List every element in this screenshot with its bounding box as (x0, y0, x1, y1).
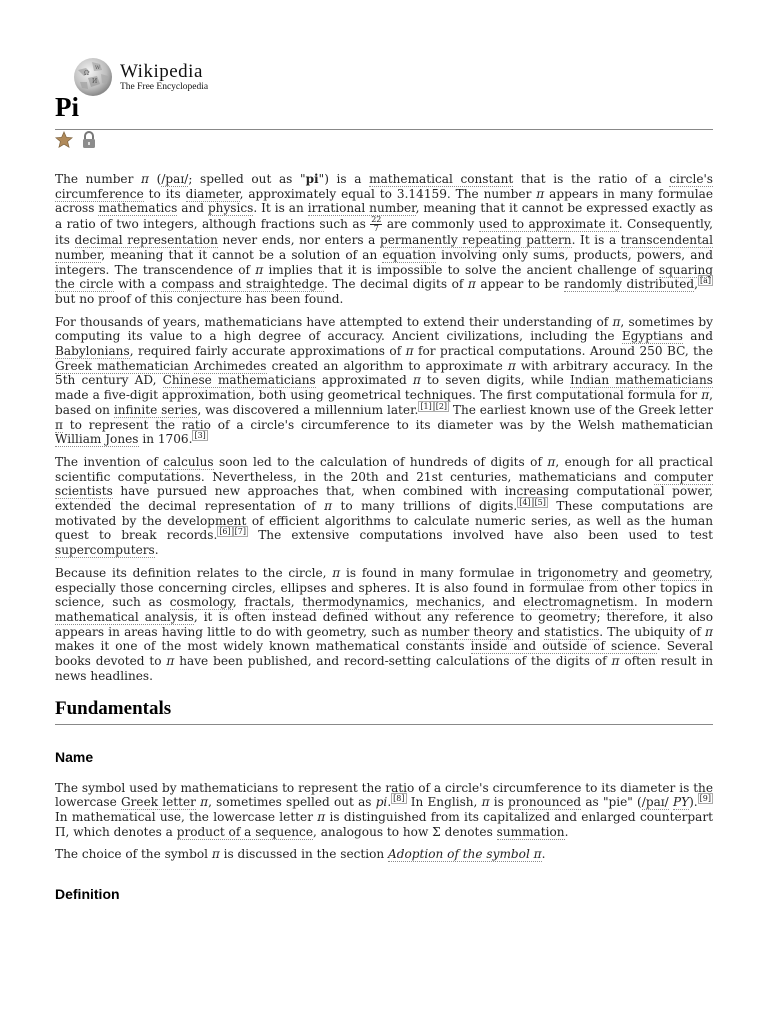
link-infinite-series[interactable]: infinite series (113, 402, 198, 417)
text: ). (689, 795, 698, 810)
text: denotes (440, 824, 497, 839)
svg-text:W: W (95, 65, 101, 71)
link-approximations[interactable]: used to approximate it (478, 217, 619, 232)
link-squaring-the-circle[interactable]: squaring the circle (55, 262, 713, 292)
link-mechanics[interactable]: mechanics (416, 595, 482, 610)
text: soon led to the calculation of hundreds of digits of (213, 454, 548, 469)
link-supercomputers[interactable]: supercomputers (55, 543, 155, 558)
intro-paragraph-4 (55, 566, 713, 684)
text: , sometimes by computing its value to a high degree of accuracy. Ancient civilizations, including the (55, 314, 713, 344)
article-body (55, 172, 713, 918)
link-computer-scientists[interactable]: computer scientists (55, 469, 713, 499)
link-transcendental-number[interactable]: transcendental number (55, 233, 713, 262)
pi-symbol: π (317, 809, 326, 824)
text: made a five-digit approximation, both using geometrical techniques. The first computational formula for (55, 388, 702, 403)
lock-icon[interactable] (81, 131, 97, 149)
pi-symbol: π (141, 172, 149, 186)
text: that is the ratio of a (513, 172, 670, 186)
text: implies that it is impossible to solve the ancient challenge of (263, 262, 659, 277)
link-circle[interactable]: circle's (669, 172, 714, 186)
footnote-ref[interactable]: [2] (435, 401, 448, 411)
link-physics[interactable]: physics (207, 201, 254, 216)
text: appear to be (475, 277, 564, 292)
pi-symbol: π (507, 358, 516, 373)
footnote-ref[interactable]: [a] (699, 276, 711, 286)
text: , sometimes spelled out as (208, 795, 376, 810)
link-fractals[interactable]: fractals (244, 595, 291, 610)
text: . (564, 824, 569, 839)
footnote-ref[interactable]: [7] (234, 527, 246, 537)
pi-symbol: π (255, 262, 264, 277)
pi-word: pi (375, 795, 388, 810)
text: . The ubiquity of (599, 624, 706, 639)
svg-text:Ω: Ω (84, 70, 89, 77)
text: . In modern (633, 595, 713, 610)
footnote-ref[interactable]: [4] (519, 498, 531, 508)
link-summation[interactable]: summation (496, 824, 565, 839)
text: is discussed in the section (219, 847, 389, 862)
text: and (513, 624, 545, 639)
text: appears in many formulae across (55, 186, 714, 216)
text: , and (481, 595, 524, 610)
text: The number (55, 172, 142, 186)
text: . (387, 795, 392, 810)
link-mathematical-analysis[interactable]: mathematical analysis (55, 609, 194, 624)
link-pi-letter[interactable]: π (55, 417, 63, 432)
text: and (618, 565, 653, 580)
star-icon[interactable] (55, 131, 73, 149)
fraction-22-7 (370, 216, 382, 233)
text: The invention of (55, 454, 164, 469)
text: , it is often instead defined without any reference to geometry; therefore, it also appears in areas having little to do with geometry, such as (55, 609, 713, 639)
link-chinese-mathematicians[interactable]: Chinese mathematicians (162, 373, 316, 388)
text: , which denotes a (65, 824, 177, 839)
text: In English, (406, 795, 482, 810)
footnote-ref[interactable]: [6] (219, 527, 231, 537)
text: The earliest known use of the Greek letter (449, 402, 713, 417)
text: is found in many formulae in (340, 565, 538, 580)
respelling-link[interactable]: PY (672, 795, 690, 810)
link-trigonometry[interactable]: trigonometry (537, 565, 619, 580)
text: with a (113, 277, 162, 292)
text: as "pie" ( (581, 795, 642, 810)
sigma-symbol: Σ (432, 824, 441, 839)
wordmark-tagline: The Free Encyclopedia (120, 81, 209, 92)
fraction-denominator: 7 (373, 224, 379, 234)
section-heading-fundamentals: Fundamentals (55, 698, 713, 725)
footnote-ref[interactable]: [3] (194, 431, 206, 441)
svg-text:И: И (92, 78, 98, 85)
text: , enough for all practical scientific computations. Nevertheless, in the 20th and 21st centuries, mathematicians and (55, 454, 713, 484)
pi-symbol: π (701, 388, 710, 403)
text: and (177, 201, 208, 216)
text: is distinguished from its capitalized and enlarged counterpart (325, 809, 713, 824)
text: in 1706. (138, 432, 193, 447)
link-william-jones[interactable]: William Jones (55, 432, 139, 447)
text: The choice of the symbol (55, 847, 212, 862)
footnote-ref[interactable]: [5] (534, 498, 546, 508)
link-diameter[interactable]: diameter (185, 186, 240, 201)
link-egyptians[interactable]: Egyptians (621, 329, 683, 344)
name-paragraph-2 (55, 847, 713, 862)
link-mathematics[interactable]: mathematics (98, 201, 178, 216)
text: Because its definition relates to the circle, (55, 565, 333, 580)
text: makes it one of the most widely known mathematical constants (55, 639, 471, 654)
text: , was discovered a millennium later. (197, 402, 419, 417)
text: but no proof of this conjecture has been found. (55, 291, 344, 306)
pi-symbol: π (612, 314, 621, 329)
link-pi-in-popular-culture[interactable]: inside and outside of science (470, 639, 657, 654)
text: . (541, 847, 546, 862)
intro-paragraph-1 (55, 172, 713, 307)
text: For thousands of years, mathematicians have attempted to extend their understanding of (55, 314, 613, 329)
text: , (694, 277, 698, 292)
text: . It is an (253, 201, 308, 216)
text: have been published, and record-setting calculations of the digits of (174, 654, 612, 669)
text: are commonly (382, 217, 479, 232)
link-cosmology[interactable]: cosmology (169, 595, 233, 610)
pi-symbol: π (200, 795, 209, 810)
pi-symbol: π (705, 624, 713, 639)
text: , based on (55, 388, 713, 417)
wordmark-title: Wikipedia (120, 60, 203, 82)
pi-symbol: π (405, 344, 414, 359)
link-circumference[interactable]: circumference (55, 186, 144, 201)
wikipedia-logo[interactable] (70, 56, 208, 98)
link-pronounced[interactable]: pronounced (508, 795, 582, 810)
text: , (232, 595, 245, 610)
text: ; spelled out as " (188, 172, 306, 186)
footnote-ref[interactable]: [8] (393, 794, 405, 804)
text: is (489, 795, 509, 810)
link-indian-mathematicians[interactable]: Indian mathematicians (569, 373, 713, 388)
text: and (682, 329, 713, 344)
link-greek-mathematician[interactable]: Greek mathematician (55, 358, 189, 373)
link-babylonians[interactable]: Babylonians (55, 344, 130, 359)
link-adoption-of-the-symbol[interactable]: Adoption of the symbol π (388, 847, 542, 862)
page-status-icons (55, 131, 97, 149)
link-compass-and-straightedge[interactable]: compass and straightedge (161, 277, 325, 292)
text: , required fairly accurate approximations of (129, 344, 406, 359)
text: , (290, 595, 303, 610)
link-greek-letter[interactable]: Greek letter (120, 795, 196, 810)
bold-term: pi (305, 172, 319, 186)
intro-paragraph-3 (55, 455, 713, 558)
link-thermodynamics[interactable]: thermodynamics (302, 595, 405, 610)
text: never ends, nor enters a (217, 233, 381, 248)
text: , analogous to how (313, 824, 433, 839)
link-electromagnetism[interactable]: electromagnetism (523, 595, 634, 610)
footnote-ref[interactable]: [9] (699, 794, 711, 804)
text: created an algorithm to approximate (266, 358, 508, 373)
text: . It is a (571, 233, 621, 248)
pi-symbol: π (547, 454, 556, 469)
pi-symbol: π (211, 847, 220, 862)
pi-symbol: π (467, 277, 476, 292)
capital-pi-symbol: Π (55, 824, 66, 839)
subsection-heading-definition: Definition (55, 886, 120, 903)
text: The extensive computations involved have also been used to test (248, 528, 713, 543)
text: approximated (315, 373, 413, 388)
text: ") is a (318, 172, 370, 186)
text: to seven digits, while (420, 373, 570, 388)
text: . Consequently, its (55, 217, 713, 248)
text: often result in news headlines. (55, 654, 713, 683)
link-randomly-distributed[interactable]: randomly distributed (563, 277, 695, 292)
text: The symbol used by mathematicians to represent the ratio of a circle's circumference to its diameter is the lowercase (55, 780, 713, 810)
pi-symbol: π (166, 654, 175, 669)
text: to many trillions of digits. (332, 499, 518, 514)
ipa-link[interactable]: /paɪ/ (641, 795, 669, 810)
text: have pursued new approaches that, when combined with increasing computational power, extended the decimal representation of (55, 484, 713, 514)
text: . The decimal digits of (324, 277, 468, 292)
text: , (404, 595, 417, 610)
text: These computations are motivated by the development of efficient algorithms to calculate numeric series, as well as the human quest to break records. (55, 499, 714, 543)
link-irrational-number[interactable]: irrational number (307, 201, 416, 216)
text: , meaning that it cannot be a solution of an (101, 247, 383, 262)
text: , meaning that it cannot be expressed exactly as a ratio of two integers, although fractions such as (55, 201, 714, 232)
link-product-of-a-sequence[interactable]: product of a sequence (176, 824, 313, 839)
text: . Several books devoted to (55, 639, 713, 669)
link-archimedes[interactable]: Archimedes (193, 358, 267, 373)
link-geometry[interactable]: geometry (652, 565, 710, 580)
pi-symbol: π (332, 565, 341, 580)
link-calculus[interactable]: calculus (163, 454, 214, 469)
text: , especially those concerning circles, ellipses and spheres. It is also found in formulae from other topics in science, such as (55, 565, 713, 610)
link-decimal-representation[interactable]: decimal representation (74, 233, 218, 248)
link-equation[interactable]: equation (382, 247, 437, 262)
link-number-theory[interactable]: number theory (421, 624, 514, 639)
text: involving only sums, products, powers, and integers. The transcendence of (55, 247, 714, 277)
text: with arbitrary accuracy. In the 5th century AD, (55, 358, 713, 388)
intro-paragraph-2 (55, 315, 713, 447)
ipa-link[interactable]: /paɪ/ (161, 172, 189, 186)
pi-symbol: π (611, 654, 620, 669)
footnote-ref[interactable]: [1] (420, 401, 432, 411)
text: In mathematical use, the lowercase letter (55, 809, 318, 824)
pi-symbol: π (481, 795, 490, 810)
pi-symbol: π (412, 373, 421, 388)
text: ( (148, 172, 162, 186)
text: for practical computations. Around 250 BC, the (413, 344, 713, 359)
link-statistics[interactable]: statistics (544, 624, 600, 639)
subsection-heading-name: Name (55, 748, 94, 765)
text: to its (143, 186, 186, 201)
text: , approximately equal to 3.14159. The number (239, 186, 537, 201)
title-rule (55, 129, 713, 130)
link-mathematical-constant[interactable]: mathematical constant (369, 172, 514, 186)
pi-symbol: π (536, 186, 545, 201)
name-paragraph-1 (55, 781, 713, 840)
link-repeating-decimal[interactable]: permanently repeating pattern (380, 233, 572, 248)
fraction-numerator: 22 (371, 215, 382, 225)
text: . (154, 543, 159, 558)
page-title: Pi (55, 92, 79, 122)
pi-symbol: π (324, 499, 333, 514)
text: to represent the ratio of a circle's circumference to its diameter was by the Welsh mathematician (62, 417, 713, 432)
